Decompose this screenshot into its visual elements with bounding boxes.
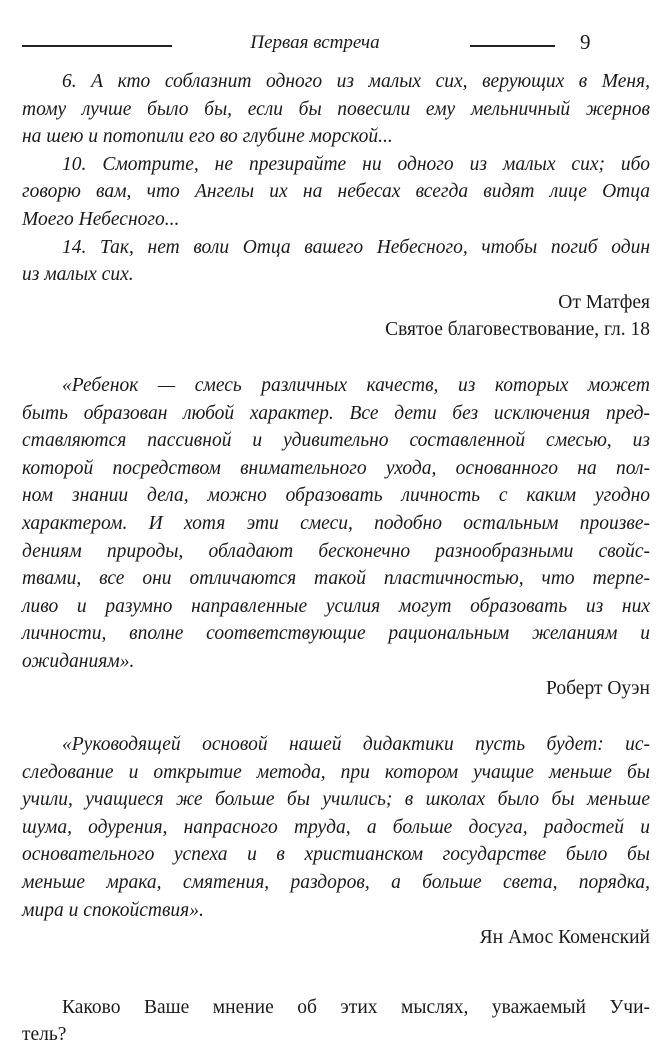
text-line: Каково Ваше мнение об этих мыслях, уважаемый Учи-: [62, 996, 650, 1018]
text-line: говорю вам, что Ангелы их на небесах всегда видят лице Отца: [22, 181, 650, 203]
text-line: шума, одурения, напрасного труда, а больше досуга, радостей и: [22, 816, 650, 838]
text-line: ожиданиям».: [22, 650, 135, 672]
scripture-passage: [22, 68, 650, 289]
scripture-source-detail: Святое благовествование, гл. 18: [385, 319, 650, 341]
quote-author-owen: Роберт Оуэн: [546, 678, 650, 700]
text-line: 14. Так, нет воли Отца вашего Небесного, чтобы погиб один: [62, 236, 650, 258]
text-line: быть образован любой характер. Все дети без исключения пред-: [22, 402, 650, 424]
quote-owen: [22, 372, 650, 676]
running-header: [0, 30, 670, 60]
text-line: «Руководящей основой нашей дидактики пусть будет: ис-: [62, 734, 650, 756]
text-line: ливо и разумно направленные усилия могут образовать из них: [22, 595, 650, 617]
quote-author-comenius: Ян Амос Коменский: [479, 927, 650, 949]
text-line: 6. А кто соблазнит одного из малых сих, верующих в Меня,: [62, 71, 650, 92]
page-number: 9: [580, 30, 591, 54]
quote-comenius: [22, 731, 650, 924]
header-rule-right: [470, 45, 555, 47]
header-rule-left: [22, 45, 172, 47]
text-line: тому лучше было бы, если бы повесили ему мельничный жернов: [22, 98, 650, 120]
page-body: [22, 68, 650, 1049]
text-line: основательного успеха и в христианском государстве было бы: [22, 844, 650, 866]
text-line: ставляются пассивной и удивительно составленной смесью, из: [22, 430, 650, 452]
text-line: Моего Небесного...: [22, 208, 180, 230]
text-line: 10. Смотрите, не презирайте ни одного из малых сих; ибо: [62, 153, 650, 175]
text-line: твами, все они отличаются такой пластичностью, что терпе-: [22, 568, 650, 590]
text-line: учили, учащиеся же больше бы учились; в школах было бы меньше: [22, 789, 650, 811]
text-line: «Ребенок — смесь различных качеств, из которых может: [62, 374, 650, 396]
question-paragraph: [22, 994, 650, 1049]
text-line: следование и открытие метода, при котором учащие меньше бы: [22, 761, 650, 783]
text-line: мира и спокойствия».: [22, 899, 204, 921]
header-title: Первая встреча: [250, 32, 380, 53]
text-line: дениям природы, обладают бесконечно разнообразными свойс-: [22, 540, 650, 562]
scripture-source: От Матфея: [558, 291, 650, 313]
text-line: на шею и потопили его во глубине морской...: [22, 126, 393, 148]
text-line: ном знании дела, можно образовать личность с каким угодно: [22, 485, 650, 507]
text-line: личности, вполне соответствующие рациональным желаниям и: [22, 623, 650, 645]
text-line: меньше мрака, смятения, раздоров, а больше света, порядка,: [22, 872, 650, 894]
text-line: характером. И хотя эти смеси, подобно остальным произве-: [22, 512, 650, 534]
text-line: которой посредством внимательного ухода, основанного на пол-: [22, 457, 650, 479]
text-line: тель?: [22, 1024, 67, 1046]
text-line: из малых сих.: [22, 264, 134, 286]
